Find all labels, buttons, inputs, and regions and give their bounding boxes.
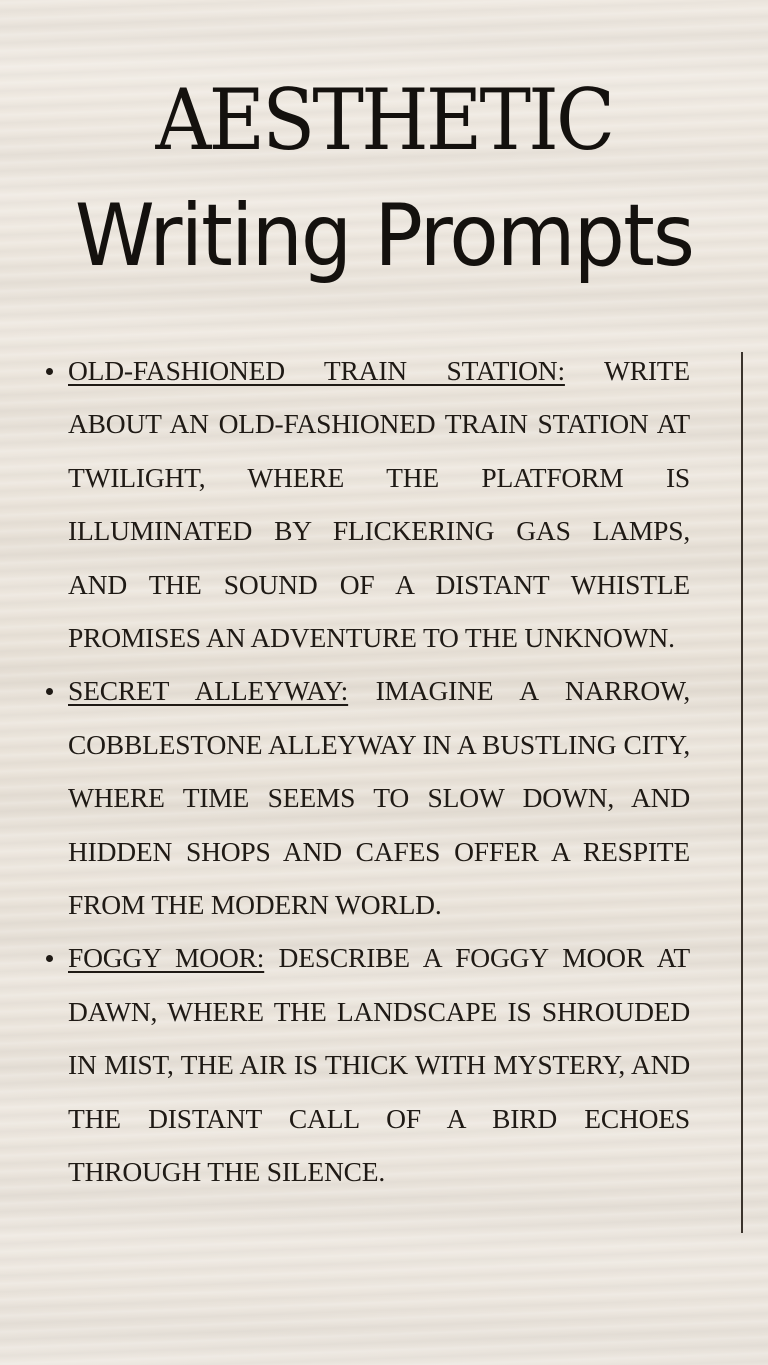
vertical-divider-line (741, 352, 743, 1233)
prompt-text: DESCRIBE A FOGGY MOOR AT DAWN, WHERE THE LANDSCAPE IS SHROUDED IN MIST, THE AIR IS THICK WITH MYSTERY, AND THE DISTANT CALL OF A BIRD ECHOES THROUGH THE SILENCE. (68, 942, 691, 1188)
bullet-icon (46, 368, 53, 375)
prompt-heading: FOGGY MOOR: (68, 942, 265, 974)
bullet-icon (46, 688, 53, 695)
title-writing-prompts: Writing Prompts (74, 186, 694, 286)
bullet-icon (46, 955, 53, 962)
prompt-item-train-station (42, 344, 690, 664)
prompt-text: WRITE ABOUT AN OLD-FASHIONED TRAIN STATION AT TWILIGHT, WHERE THE PLATFORM IS ILLUMINATED BY FLICKERING GAS LAMPS, AND THE SOUND OF A DISTANT WHISTLE PROMISES AN ADVENTURE TO THE UNKNOWN. (68, 355, 691, 654)
prompt-heading: SECRET ALLEYWAY: (68, 675, 349, 707)
prompt-item-foggy-moor (42, 931, 690, 1198)
prompt-text: IMAGINE A NARROW, COBBLESTONE ALLEYWAY IN A BUSTLING CITY, WHERE TIME SEEMS TO SLOW DOWN, AND HIDDEN SHOPS AND CAFES OFFER A RESPITE FROM THE MODERN WORLD. (68, 675, 690, 921)
prompt-heading: OLD-FASHIONED TRAIN STATION: (68, 355, 565, 386)
prompt-list (42, 344, 690, 1199)
prompt-item-secret-alleyway (42, 664, 690, 931)
title-aesthetic: AESTHETIC (155, 71, 613, 169)
